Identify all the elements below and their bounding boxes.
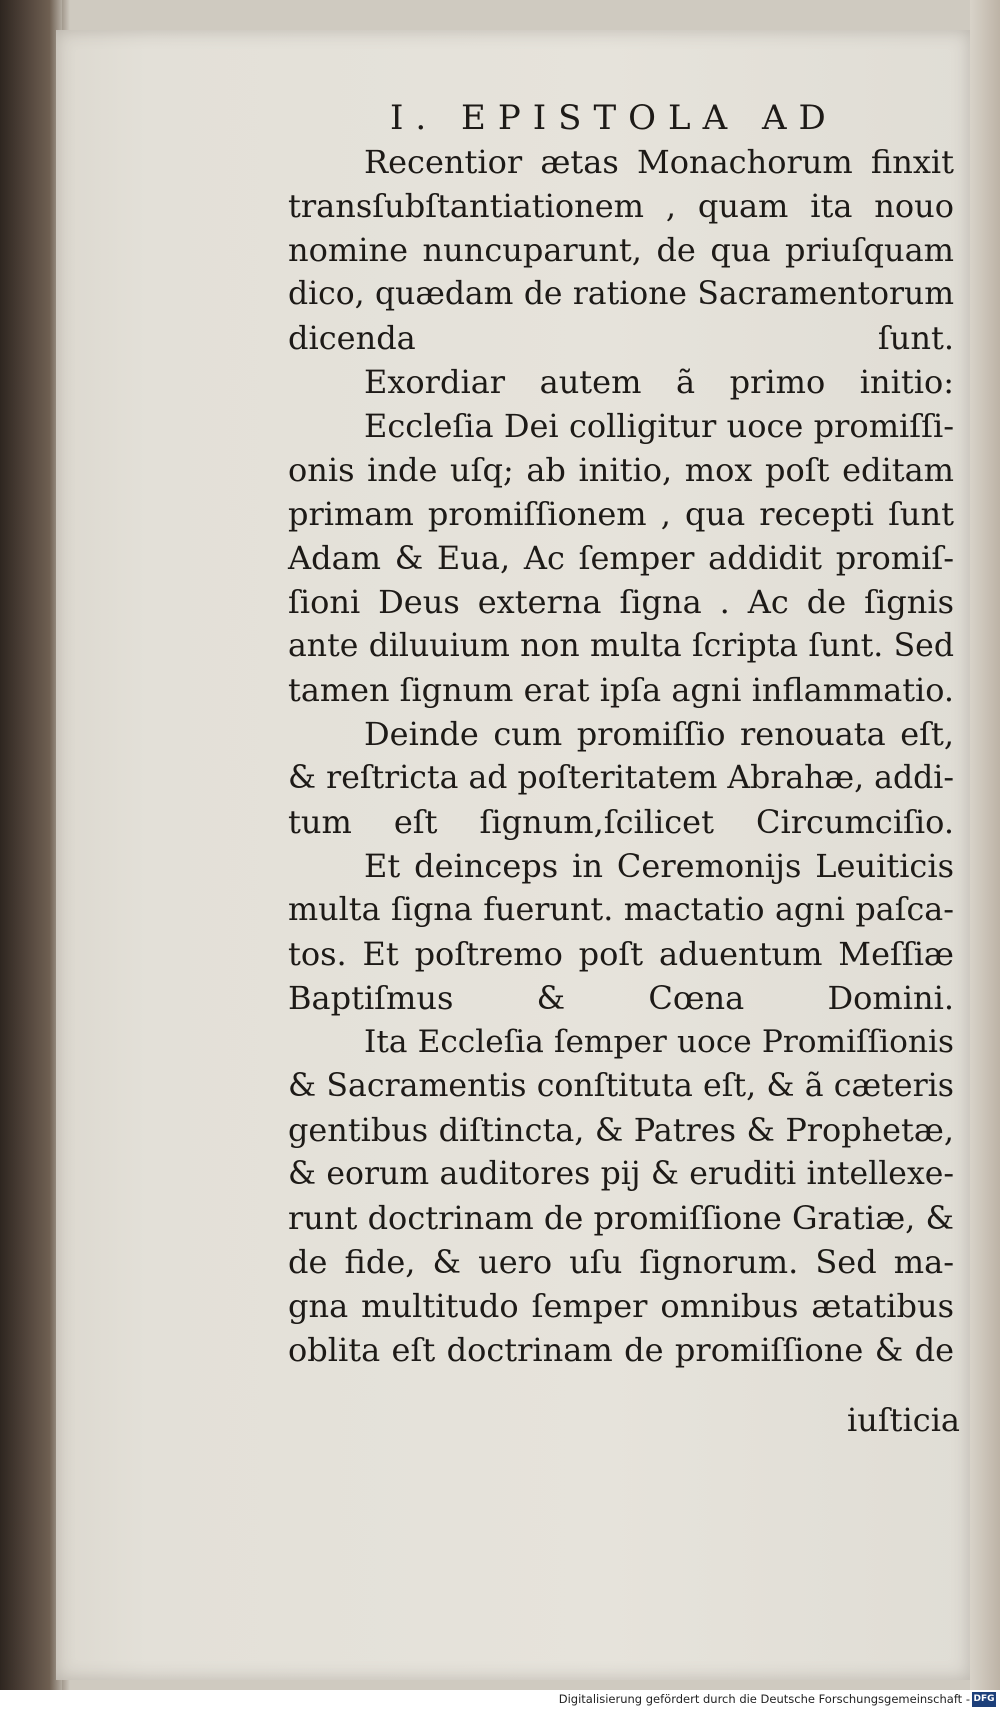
- text-line: runt doctrinam de promiſſione Gratiæ, &: [288, 1199, 954, 1237]
- text-line: tamen ſignum erat ipſa agni inflammatio.: [288, 671, 954, 709]
- text-line: multa ſigna fuerunt. mactatio agni paſca-: [288, 891, 954, 928]
- text-line: Baptiſmus & Cœna Domini.: [288, 979, 954, 1017]
- text-line: primam promiſſionem , qua recepti ſunt: [288, 495, 954, 533]
- text-line: & eorum auditores pij & eruditi intellexe-: [288, 1156, 954, 1192]
- text-line: & reſtricta ad poſteritatem Abrahæ, addi-: [288, 760, 954, 796]
- dfg-logo: DFG: [972, 1692, 996, 1707]
- text-line: tum eſt ſignum,ſcilicet Circumciſio.: [288, 803, 954, 841]
- text-line: dicenda ſunt.: [288, 319, 954, 357]
- book-binding-edge: [0, 0, 62, 1690]
- text-line: Et deinceps in Ceremonijs Leuiticis: [364, 847, 954, 885]
- text-line: gentibus diſtincta, & Patres & Prophetæ,: [288, 1111, 954, 1149]
- text-line: oblita eſt doctrinam de promiſſione & de: [288, 1331, 954, 1369]
- text-line: Recentior ætas Monachorum finxit: [364, 143, 954, 181]
- digitization-credit: Digitalisierung gefördert durch die Deutsche Forschungsgemeinschaft -: [558, 1692, 970, 1706]
- catchword: iuſticia: [846, 1401, 960, 1439]
- text-line: gna multitudo ſemper omnibus ætatibus: [288, 1287, 954, 1325]
- scan-right-margin: [970, 0, 1000, 1710]
- text-line: Adam & Eua, Ac ſemper addidit promiſ-: [288, 539, 954, 577]
- running-header: I. EPISTOLA AD: [390, 98, 838, 138]
- body-text: [288, 140, 954, 1372]
- text-line: Eccleſia Dei colligitur uoce promiſſi-: [364, 407, 954, 445]
- text-line: Ita Eccleſia ſemper uoce Promiſſionis: [364, 1024, 954, 1060]
- text-line: Deinde cum promiſſio renouata eſt,: [364, 715, 954, 753]
- text-line: dico, quædam de ratione Sacramentorum: [288, 276, 954, 312]
- text-line: transſubſtantiationem , quam ita nouo: [288, 187, 954, 225]
- text-line: ante diluuium non multa ſcripta ſunt. Sed: [288, 628, 954, 664]
- text-line: & Sacramentis conſtituta eſt, & ã cæteris: [288, 1068, 954, 1104]
- text-line: ſioni Deus externa ſigna . Ac de ſignis: [288, 583, 954, 621]
- text-line: de fide, & uero uſu ſignorum. Sed ma-: [288, 1243, 954, 1281]
- text-line: nomine nuncuparunt, de qua priuſquam: [288, 231, 954, 269]
- text-line: onis inde uſq; ab initio, mox poſt editam: [288, 451, 954, 489]
- text-line: Exordiar autem ã primo initio:: [364, 363, 954, 401]
- text-line: tos. Et poſtremo poſt aduentum Meſſiæ: [288, 935, 954, 973]
